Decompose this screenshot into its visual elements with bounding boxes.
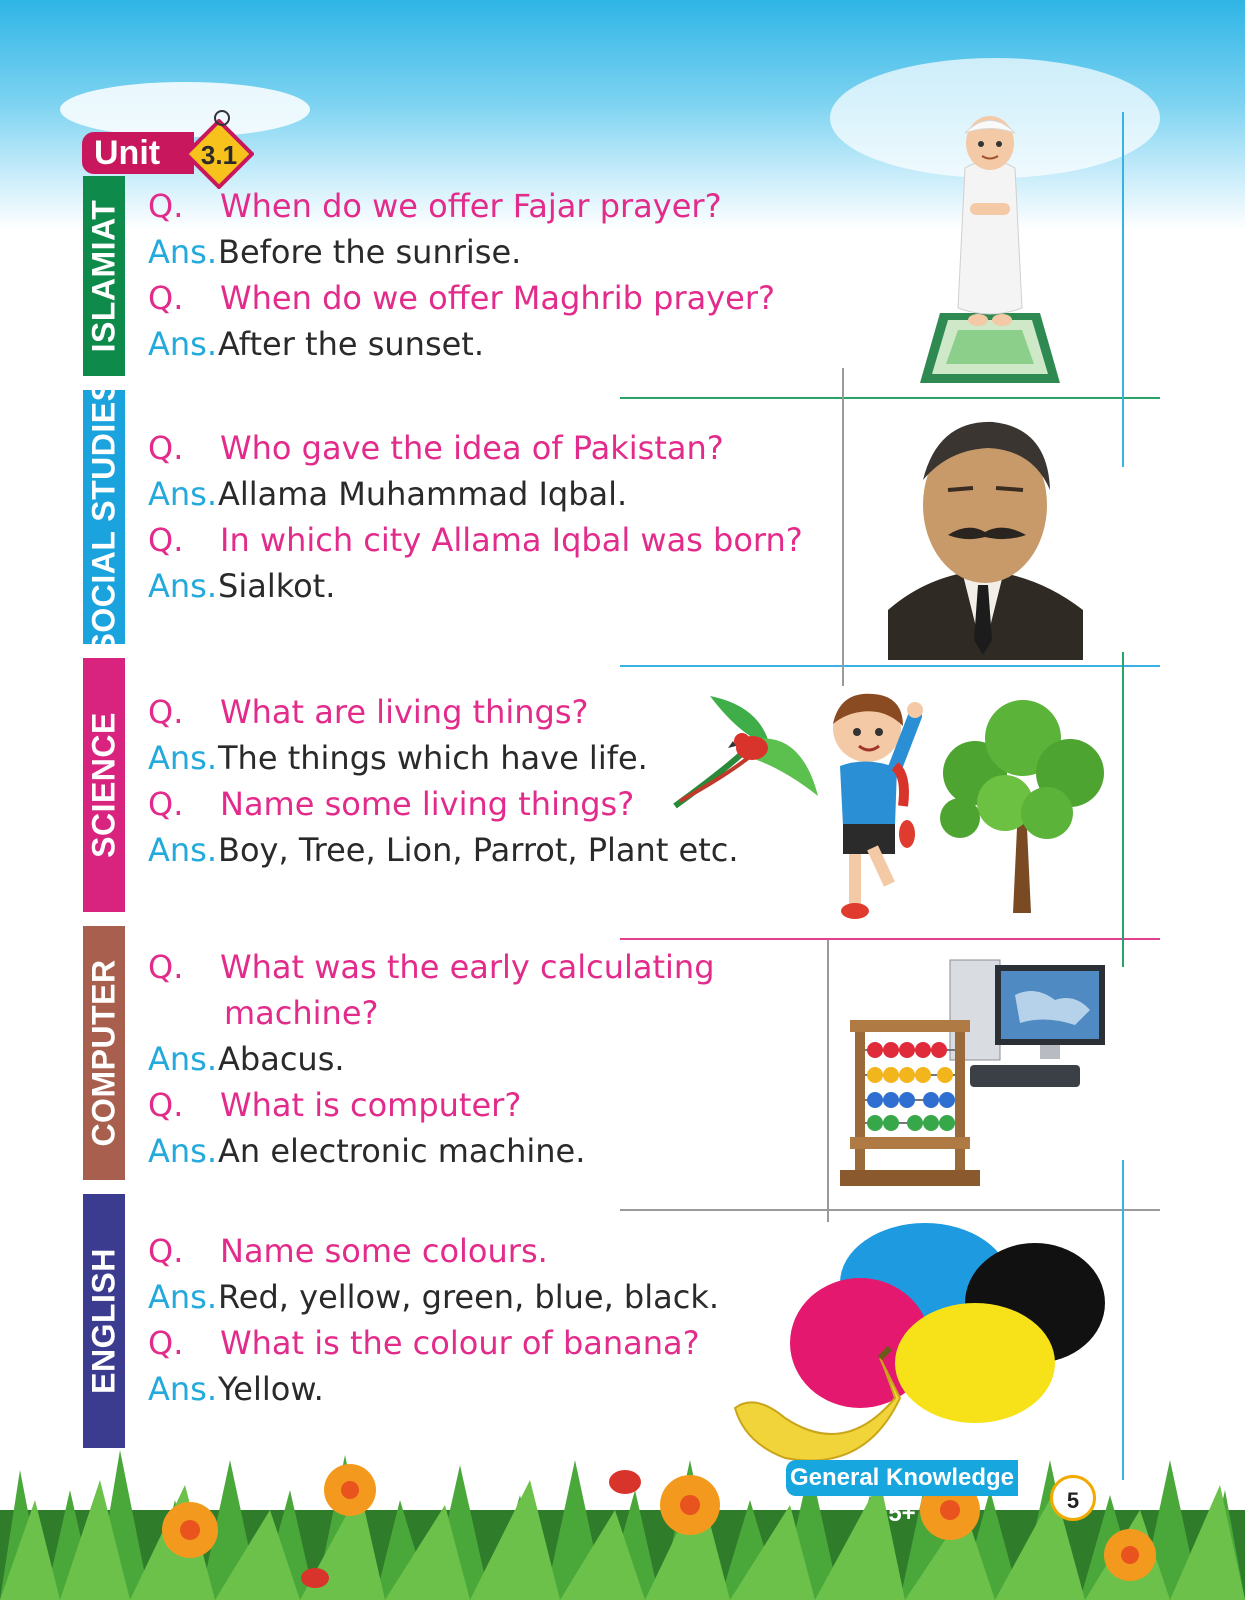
answer-text: After the sunset.	[218, 325, 485, 363]
answer-text: Sialkot.	[218, 567, 336, 605]
question-label: Q.	[148, 521, 184, 559]
section-title: ISLAMIAT	[85, 199, 122, 353]
answer-text: An electronic machine.	[218, 1132, 586, 1170]
divider-line	[1122, 112, 1124, 467]
section-title: COMPUTER	[85, 959, 122, 1147]
answer-text: Abacus.	[218, 1040, 345, 1078]
answer-label: Ans.	[148, 325, 218, 363]
parrot-illustration	[670, 686, 820, 816]
answer-label: Ans.	[148, 1040, 218, 1078]
question-label: Q.	[148, 429, 184, 467]
question-text: What was the early calculating	[220, 948, 715, 986]
question-label: Q.	[148, 1086, 184, 1124]
answer-label: Ans.	[148, 567, 218, 605]
answer-label: Ans.	[148, 475, 218, 513]
boy-illustration	[815, 686, 930, 931]
hook-icon	[214, 110, 230, 126]
question-label: Q.	[148, 785, 184, 823]
divider-line	[1122, 652, 1124, 967]
question-text: Who gave the idea of Pakistan?	[220, 429, 724, 467]
question-label: Q.	[148, 187, 184, 225]
question-text: Name some living things?	[220, 785, 635, 823]
book-title-banner	[786, 1460, 1018, 1527]
page-number-badge	[1050, 1475, 1096, 1521]
question-text: In which city Allama Iqbal was born?	[220, 521, 803, 559]
answer-label: Ans.	[148, 1370, 218, 1408]
unit-number-badge	[184, 119, 254, 189]
section-title: SCIENCE	[85, 712, 122, 858]
question-label: Q.	[148, 1232, 184, 1270]
question-label: Q.	[148, 693, 184, 731]
answer-label: Ans.	[148, 831, 218, 869]
divider-line	[620, 938, 1160, 940]
section-bar-computer	[83, 926, 125, 1180]
answer-label: Ans.	[148, 1278, 218, 1316]
answer-text: Allama Muhammad Iqbal.	[218, 475, 628, 513]
divider-line	[620, 397, 1160, 399]
section-title: SOCIAL STUDIES	[85, 379, 122, 655]
question-text: Name some colours.	[220, 1232, 548, 1270]
answer-text: Red, yellow, green, blue, black.	[218, 1278, 720, 1316]
tree-illustration	[935, 698, 1110, 913]
section-bar-english	[83, 1194, 125, 1448]
answer-text: Boy, Tree, Lion, Parrot, Plant etc.	[218, 831, 739, 869]
section-bar-islamiat	[83, 176, 125, 376]
divider-line	[620, 1209, 1160, 1211]
section-bar-social-studies	[83, 379, 125, 655]
book-title: General Knowledge 5+	[789, 1464, 1015, 1527]
answer-label: Ans.	[148, 739, 218, 777]
question-text: What is the colour of banana?	[220, 1324, 700, 1362]
question-text: When do we offer Maghrib prayer?	[220, 279, 775, 317]
question-text: What is computer?	[220, 1086, 522, 1124]
section-title: ENGLISH	[85, 1248, 122, 1394]
answer-text: The things which have life.	[218, 739, 648, 777]
answer-text: Yellow.	[218, 1370, 324, 1408]
praying-boy-illustration	[910, 108, 1070, 393]
question-label: Q.	[148, 948, 184, 986]
question-text: When do we offer Fajar prayer?	[220, 187, 722, 225]
section-bar-science	[83, 658, 125, 912]
page-number: 5	[1066, 1488, 1080, 1513]
abacus-computer-illustration	[835, 955, 1115, 1195]
answer-label: Ans.	[148, 233, 218, 271]
answer-text: Before the sunrise.	[218, 233, 522, 271]
divider-line	[842, 368, 844, 686]
question-label: Q.	[148, 279, 184, 317]
question-label: Q.	[148, 1324, 184, 1362]
question-text-continued: machine?	[224, 994, 379, 1032]
answer-label: Ans.	[148, 1132, 218, 1170]
unit-label-text: Unit	[94, 134, 161, 172]
unit-number: 3.1	[200, 140, 238, 170]
allama-iqbal-portrait	[888, 410, 1083, 660]
divider-line	[827, 940, 829, 1222]
divider-line	[620, 665, 1160, 667]
question-text: What are living things?	[220, 693, 589, 731]
unit-label	[82, 132, 194, 174]
